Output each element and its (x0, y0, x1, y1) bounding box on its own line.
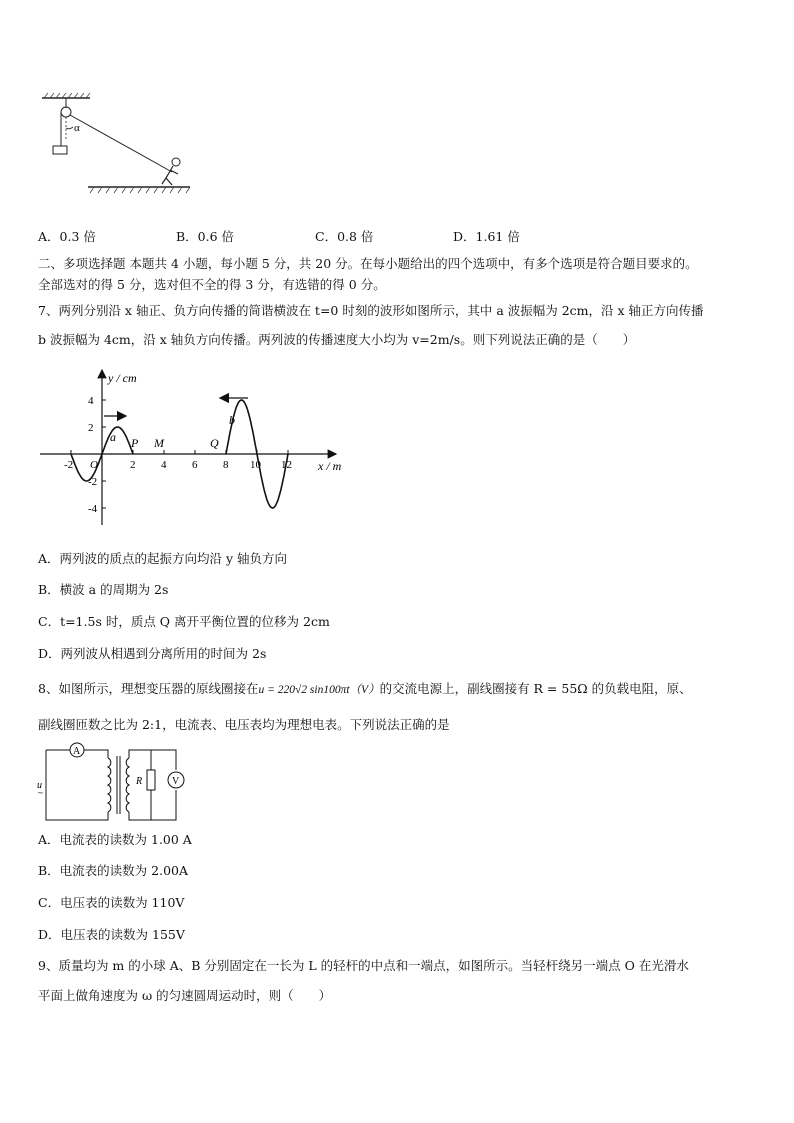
q7-option-c[interactable]: C．t=1.5s 时，质点 Q 离开平衡位置的位移为 2cm (38, 614, 330, 629)
source-label: u (37, 780, 42, 791)
q8-option-b[interactable]: B．电流表的读数为 2.00A (38, 863, 189, 878)
angle-label: α (74, 122, 80, 134)
q8-option-d[interactable]: D．电压表的读数为 155V (38, 927, 185, 942)
q8-line1 (38, 680, 692, 699)
pulley-figure (38, 90, 198, 200)
q6-option-b[interactable]: B．0.6 倍 (176, 229, 235, 244)
y-tick-label: 4 (88, 395, 94, 407)
x-tick-label: 2 (130, 459, 136, 471)
x-axis-label: x / m (318, 459, 342, 473)
y-tick-label: -4 (88, 503, 98, 515)
section2-line1: 二、多项选择题 本题共 4 小题，每小题 5 分，共 20 分。在每小题给出的四个选项中，有多个选项是符合题目要求的。 (38, 256, 698, 271)
label-P: P (131, 436, 139, 450)
q7-line1: 7、两列分别沿 x 轴正、负方向传播的简谐横波在 t=0 时刻的波形如图所示，其中 a 波振幅为 2cm，沿 x 轴正方向传播 (38, 303, 704, 318)
label-b: b (229, 413, 235, 427)
label-M: M (154, 436, 164, 450)
transformer-circuit (36, 740, 196, 824)
y-tick-label: -2 (88, 476, 98, 488)
ammeter-label: A (73, 746, 81, 757)
y-axis-label: y / cm (108, 371, 137, 385)
voltmeter-label: V (172, 776, 180, 787)
q9-line2: 平面上做角速度为 ω 的匀速圆周运动时，则（ ） (38, 988, 332, 1003)
q8-option-c[interactable]: C．电压表的读数为 110V (38, 895, 185, 910)
y-tick-label: 2 (88, 422, 94, 434)
q7-wave-chart (36, 360, 356, 535)
x-tick-label: O (90, 459, 98, 471)
primary-coil-icon (108, 758, 111, 812)
x-tick-label: 10 (250, 459, 261, 471)
q8-option-a[interactable]: A．电流表的读数为 1.00 A (38, 832, 192, 847)
q7-option-b[interactable]: B．横波 a 的周期为 2s (38, 582, 169, 597)
x-tick-label: 4 (161, 459, 167, 471)
x-tick-label: -2 (64, 459, 74, 471)
q6-option-c[interactable]: C．0.8 倍 (315, 229, 374, 244)
secondary-coil-icon (126, 758, 129, 812)
x-tick-label: 6 (192, 459, 198, 471)
resistor-icon (147, 770, 155, 790)
label-a: a (110, 430, 116, 444)
x-tick-label: 8 (223, 459, 229, 471)
q7-line2: b 波振幅为 4cm，沿 x 轴负方向传播。两列波的传播速度大小均为 v=2m/s。则下列说法正确的是（ ） (38, 332, 636, 347)
q8-line2: 副线圈匝数之比为 2:1，电流表、电压表均为理想电表。下列说法正确的是 (38, 717, 450, 732)
q6-option-d[interactable]: D．1.61 倍 (453, 229, 520, 244)
label-Q: Q (210, 436, 219, 450)
ac-source-icon: ~ (38, 788, 43, 798)
section2-line2: 全部选对的得 5 分，选对但不全的得 3 分，有选错的得 0 分。 (38, 277, 386, 292)
q8-formula: u = 220√2 sin100πt（V） (258, 684, 380, 696)
q7-option-a[interactable]: A．两列波的质点的起振方向均沿 y 轴负方向 (38, 551, 288, 566)
q8-line1-end: 的交流电源上，副线圈接有 R = 55Ω 的负载电阻，原、 (379, 681, 692, 696)
resistor-label: R (136, 776, 143, 787)
q9-line1: 9、质量均为 m 的小球 A、B 分别固定在一长为 L 的轻杆的中点和一端点，如图所示。当轻杆绕另一端点 O 在光滑水 (38, 958, 689, 973)
q6-option-a[interactable]: A．0.3 倍 (38, 229, 96, 244)
q8-line1-start: 8、如图所示，理想变压器的原线圈接在 (38, 681, 259, 696)
x-tick-label: 12 (281, 459, 292, 471)
q7-option-d[interactable]: D．两列波从相遇到分离所用的时间为 2s (38, 646, 267, 661)
